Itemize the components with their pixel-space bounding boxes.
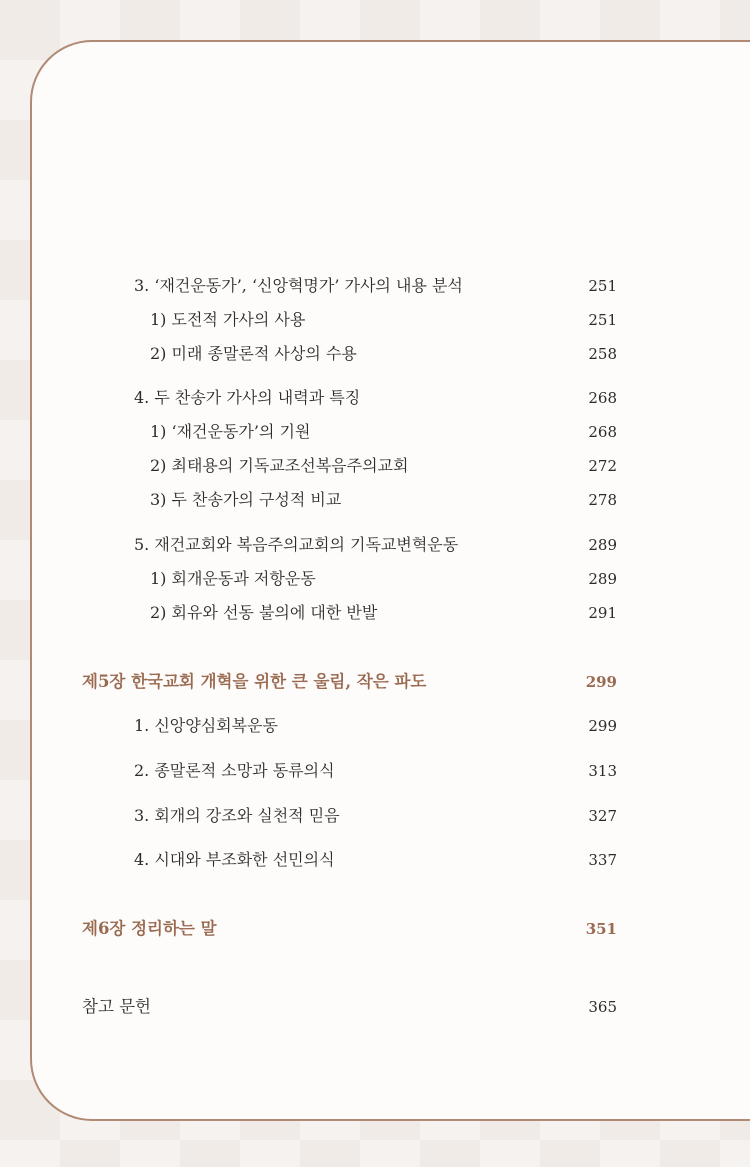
toc-entry-page: 327 <box>588 807 617 825</box>
toc-entry-label: 1) 회개운동과 저항운동 <box>150 569 316 588</box>
toc-chapter-page: 299 <box>585 673 617 691</box>
toc-entry-label: 5. 재건교회와 복음주의교회의 기독교변혁운동 <box>134 535 459 554</box>
toc-entry[interactable] <box>0 418 750 446</box>
toc-entry[interactable] <box>0 452 750 480</box>
toc-entry-page: 313 <box>588 762 617 780</box>
toc-entry[interactable] <box>0 599 750 627</box>
toc-entry[interactable] <box>0 565 750 593</box>
toc-entry[interactable] <box>0 802 750 830</box>
toc-entry[interactable] <box>0 306 750 334</box>
toc-entry-label: 2) 회유와 선동 불의에 대한 반발 <box>150 603 378 622</box>
toc-chapter[interactable] <box>0 668 750 696</box>
toc-references-page: 365 <box>588 998 617 1016</box>
toc-entry-label: 3) 두 찬송가의 구성적 비교 <box>150 490 342 509</box>
toc-entry-label: 4. 시대와 부조화한 선민의식 <box>134 850 335 869</box>
toc-entry[interactable] <box>0 272 750 300</box>
toc-references[interactable] <box>0 993 750 1021</box>
toc-entry-page: 291 <box>588 604 617 622</box>
toc-entry-page: 289 <box>588 536 617 554</box>
toc-entry-label: 2) 최태용의 기독교조선복음주의교회 <box>150 456 409 475</box>
toc-entry[interactable] <box>0 486 750 514</box>
toc-entry-page: 251 <box>588 311 617 329</box>
toc-entry-page: 268 <box>588 423 617 441</box>
toc-entry[interactable] <box>0 384 750 412</box>
toc-entry-label: 3. ‘재건운동가’, ‘신앙혁명가’ 가사의 내용 분석 <box>134 276 463 295</box>
toc-entry-page: 289 <box>588 570 617 588</box>
toc-entry-label: 1. 신앙양심회복운동 <box>134 716 278 735</box>
toc-entry-label: 4. 두 찬송가 가사의 내력과 특징 <box>134 388 361 407</box>
toc-entry-label: 2. 종말론적 소망과 동류의식 <box>134 761 335 780</box>
toc-entry[interactable] <box>0 712 750 740</box>
toc-entry-page: 299 <box>588 717 617 735</box>
toc-chapter-label: 제6장 정리하는 말 <box>82 919 217 938</box>
toc-entry-label: 2) 미래 종말론적 사상의 수용 <box>150 344 357 363</box>
toc-entry[interactable] <box>0 531 750 559</box>
toc-entry-page: 272 <box>588 457 617 475</box>
toc-entry-page: 258 <box>588 345 617 363</box>
toc-entry[interactable] <box>0 846 750 874</box>
toc-chapter-page: 351 <box>585 920 617 938</box>
toc-entry-page: 251 <box>588 277 617 295</box>
toc-entry[interactable] <box>0 757 750 785</box>
toc-entry-label: 1) 도전적 가사의 사용 <box>150 310 306 329</box>
toc-entry-label: 1) ‘재건운동가’의 기원 <box>150 422 311 441</box>
toc-entry-page: 278 <box>588 491 617 509</box>
toc-chapter-label: 제5장 한국교회 개혁을 위한 큰 울림, 작은 파도 <box>82 672 427 691</box>
toc-entry-page: 337 <box>588 851 617 869</box>
toc-references-label: 참고 문헌 <box>82 997 152 1016</box>
toc-entry[interactable] <box>0 340 750 368</box>
toc-entry-page: 268 <box>588 389 617 407</box>
toc-entry-label: 3. 회개의 강조와 실천적 믿음 <box>134 806 340 825</box>
toc-chapter[interactable] <box>0 915 750 943</box>
